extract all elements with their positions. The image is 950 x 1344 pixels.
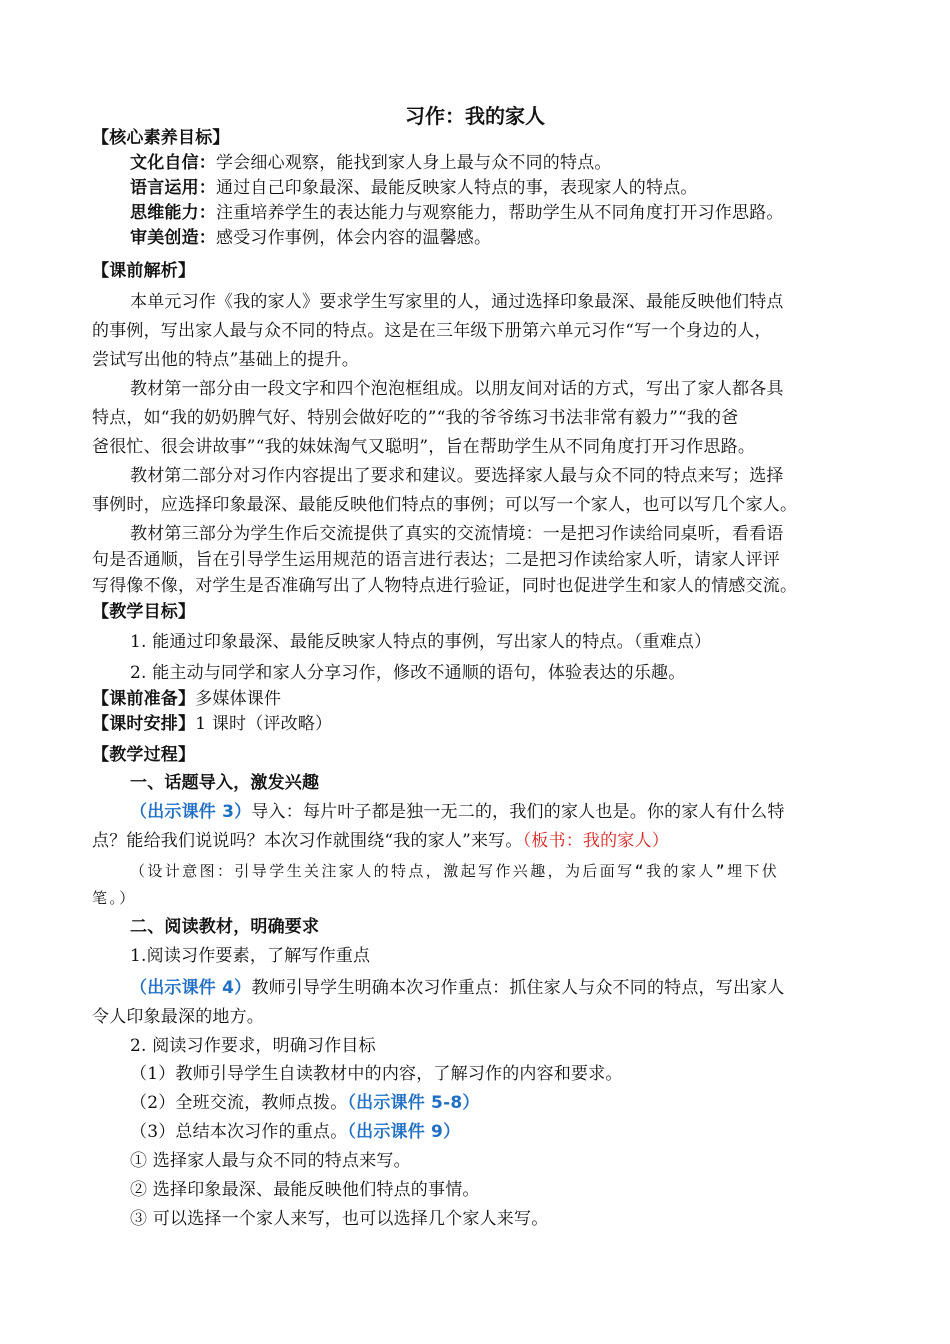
analysis-line: 教材第三部分为学生作后交流提供了真实的交流情境：一是把习作读给同桌听，看看语 <box>130 524 784 544</box>
sub-step-line: （1）教师引导学生自读教材中的内容，了解习作的内容和要求。 <box>130 1064 623 1084</box>
goal-item <box>130 226 910 250</box>
process-heading: 【教学过程】 <box>92 745 196 765</box>
intro-line <box>92 829 872 853</box>
goal-text: 注重培养学生的表达能力与观察能力，帮助学生从不同角度打开习作思路。 <box>216 203 784 223</box>
sub-step-line <box>130 1091 910 1115</box>
sub-step-text: （2）全班交流，教师点拨。 <box>130 1093 348 1113</box>
analysis-line: 的事例，写出家人最与众不同的特点。这是在三年级下册第六单元习作“写一个身边的人， <box>92 321 772 341</box>
prep-text: 多媒体课件 <box>195 689 282 709</box>
analysis-line: 写得像不像，对学生是否准确写出了人物特点进行验证，同时也促进学生和家人的情感交流。 <box>92 576 798 596</box>
prep-heading: 【课前准备】 <box>92 689 196 709</box>
analysis-line: 教材第一部分由一段文字和四个泡泡框组成。以朋友间对话的方式，写出了家人都各具 <box>130 379 784 399</box>
analysis-line: 本单元习作《我的家人》要求学生写家里的人，通过选择印象最深、最能反映他们特点 <box>130 292 784 312</box>
design-intent-line: （设计意图：引导学生关注家人的特点，激起写作兴趣，为后面写“我的家人”埋下伏 <box>130 862 780 880</box>
goal-text: 通过自己印象最深、最能反映家人特点的事，表现家人的特点。 <box>216 178 698 198</box>
design-intent-line: 笔。） <box>92 889 137 907</box>
goal-label: 文化自信： <box>130 153 216 173</box>
sub-step-line <box>130 1120 910 1144</box>
goal-label: 思维能力： <box>130 203 216 223</box>
teaching-goals-heading: 【教学目标】 <box>92 602 196 622</box>
prep-line <box>92 687 872 711</box>
page-title: 习作：我的家人 <box>405 104 545 128</box>
courseware-tag: （出示课件 4） <box>130 978 252 998</box>
section-title: 一、话题导入，激发兴趣 <box>130 773 320 793</box>
analysis-line: 事例时，应选择印象最深、最能反映他们特点的事例；可以写一个家人，也可以写几个家人。 <box>92 495 798 515</box>
intro-text: 导入：每片叶子都是独一无二的，我们的家人也是。你的家人有什么特 <box>251 802 785 822</box>
intro-line <box>130 800 910 824</box>
board-note: （板书：我的家人） <box>522 831 669 851</box>
key-point: ② 选择印象最深、最能反映他们特点的事情。 <box>130 1180 480 1200</box>
schedule-heading: 【课时安排】 <box>92 714 196 734</box>
goal-text: 感受习作事例，体会内容的温馨感。 <box>216 228 492 248</box>
goal-item <box>130 151 910 175</box>
schedule-line <box>92 712 872 736</box>
goal-text: 学会细心观察，能找到家人身上最与众不同的特点。 <box>216 153 612 173</box>
key-point: ① 选择家人最与众不同的特点来写。 <box>130 1151 411 1171</box>
analysis-heading: 【课前解析】 <box>92 261 196 281</box>
courseware-tag: （出示课件 3） <box>130 802 252 822</box>
analysis-line: 特点，如“我的奶奶脾气好、特别会做好吃的”“我的爷爷练习书法非常有毅力”“我的爸 <box>92 408 739 428</box>
teaching-goal-item: 2. 能主动与同学和家人分享习作，修改不通顺的语句，体验表达的乐趣。 <box>130 663 686 683</box>
step-detail-text: 教师引导学生明确本次习作重点：抓住家人与众不同的特点，写出家人 <box>251 978 785 998</box>
courseware-tag: （出示课件 5-8） <box>347 1093 480 1113</box>
intro-text: 点？能给我们说说吗？本次习作就围绕“我的家人”来写。 <box>92 831 523 851</box>
step-line: 1.阅读习作要素，了解写作重点 <box>130 946 371 966</box>
analysis-line: 句是否通顺，旨在引导学生运用规范的语言进行表达；二是把习作读给家人听，请家人评评 <box>92 550 780 570</box>
analysis-line: 尝试写出他的特点”基础上的提升。 <box>92 350 359 370</box>
analysis-line: 爸很忙、很会讲故事”“我的妹妹淘气又聪明”，旨在帮助学生从不同角度打开习作思路。 <box>92 437 756 457</box>
analysis-line: 教材第二部分对习作内容提出了要求和建议。要选择家人最与众不同的特点来写；选择 <box>130 466 784 486</box>
step-detail-line <box>130 976 910 1000</box>
step-line: 2. 阅读习作要求，明确习作目标 <box>130 1036 376 1056</box>
key-point: ③ 可以选择一个家人来写，也可以选择几个家人来写。 <box>130 1209 549 1229</box>
courseware-tag: （出示课件 9） <box>347 1122 461 1142</box>
section-title: 二、阅读教材，明确要求 <box>130 917 320 937</box>
sub-step-text: （3）总结本次习作的重点。 <box>130 1122 348 1142</box>
goal-item <box>130 176 910 200</box>
goal-label: 语言运用： <box>130 178 216 198</box>
goal-label: 审美创造： <box>130 228 216 248</box>
schedule-text: 1 课时（评改略） <box>195 714 333 734</box>
step-detail-line: 令人印象最深的地方。 <box>92 1007 264 1027</box>
teaching-goal-item: 1. 能通过印象最深、最能反映家人特点的事例，写出家人的特点。（重难点） <box>130 632 712 652</box>
goals-heading: 【核心素养目标】 <box>92 128 230 148</box>
goal-item <box>130 201 910 225</box>
